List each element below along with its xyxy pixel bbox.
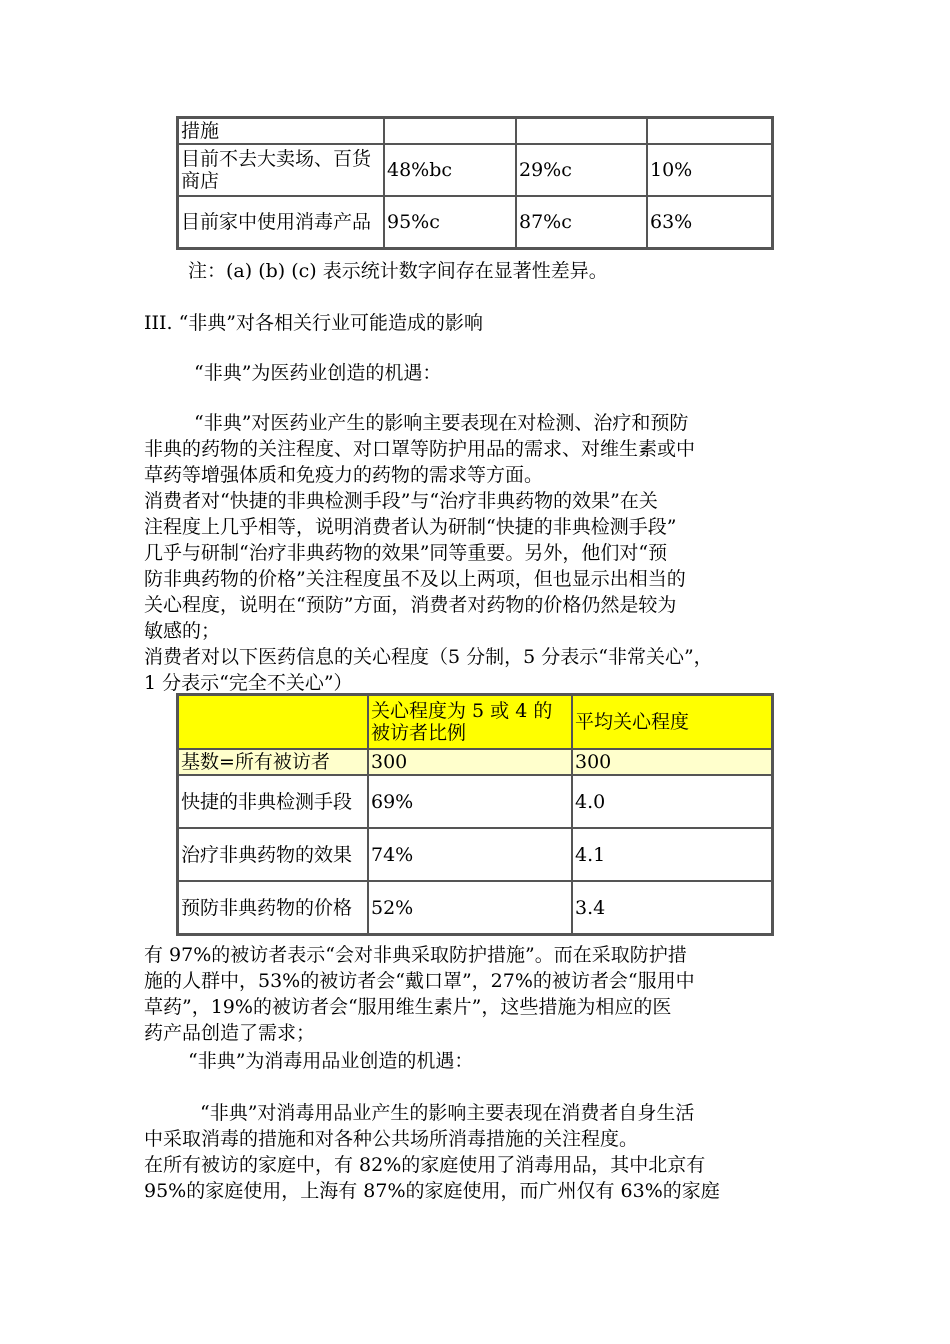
- table-cell: 74%: [368, 828, 572, 881]
- measures-table: [176, 116, 774, 250]
- table-cell: 63%: [647, 196, 772, 248]
- paragraph-line: “非典”对消毒用品业产生的影响主要表现在消费者自身生活: [200, 1102, 695, 1124]
- table-note: 注：(a) (b) (c) 表示统计数字间存在显著性差异。: [188, 260, 608, 282]
- paragraph-line: 有 97%的被访者表示“会对非典采取防护措施”。而在采取防护措: [144, 944, 687, 966]
- table-cell: [384, 118, 516, 144]
- paragraph-line: 草药等增强体质和免疫力的药物的需求等方面。: [144, 464, 544, 486]
- table-header-cell: 平均关心程度: [572, 695, 772, 749]
- table-header-row: [178, 695, 772, 749]
- paragraph-line: “非典”对医药业产生的影响主要表现在对检测、治疗和预防: [194, 412, 689, 434]
- table-row: [178, 775, 772, 828]
- table-cell: 4.1: [572, 828, 772, 881]
- table-cell: 4.0: [572, 775, 772, 828]
- paragraph-line: 在所有被访的家庭中，有 82%的家庭使用了消毒用品，其中北京有: [144, 1154, 706, 1176]
- table-cell: 目前不去大卖场、百货商店: [178, 144, 384, 196]
- paragraph-line: 敏感的；: [144, 620, 221, 642]
- paragraph-line: 防非典药物的价格”关注程度虽不及以上两项，但也显示出相当的: [144, 568, 686, 590]
- paragraph-line: 注程度上几乎相等，说明消费者认为研制“快捷的非典检测手段”: [144, 516, 677, 538]
- table-row-base: [178, 749, 772, 775]
- table-cell: 措施: [178, 118, 384, 144]
- table-row: [178, 144, 772, 196]
- table-cell: 10%: [647, 144, 772, 196]
- section-heading: III. “非典”对各相关行业可能造成的影响: [144, 312, 484, 334]
- table-cell: 29%c: [516, 144, 647, 196]
- paragraph-line: 非典的药物的关注程度、对口罩等防护用品的需求、对维生素或中: [144, 438, 696, 460]
- paragraph-line: 关心程度，说明在“预防”方面，消费者对药物的价格仍然是较为: [144, 594, 677, 616]
- table-cell: 预防非典药物的价格: [178, 881, 368, 934]
- table-cell: 基数=所有被访者: [178, 749, 368, 775]
- paragraph-line: 消费者对以下医药信息的关心程度（5 分制，5 分表示“非常关心”，: [144, 646, 713, 668]
- table-cell: 300: [572, 749, 772, 775]
- paragraph-line: 几乎与研制“治疗非典药物的效果”同等重要。另外，他们对“预: [144, 542, 668, 564]
- concern-table: [176, 693, 774, 936]
- table-cell: [516, 118, 647, 144]
- table-row: [178, 196, 772, 248]
- table-cell: 69%: [368, 775, 572, 828]
- table-cell: 300: [368, 749, 572, 775]
- table-row: [178, 881, 772, 934]
- table-row: [178, 118, 772, 144]
- table-cell: 3.4: [572, 881, 772, 934]
- table-cell: 48%bc: [384, 144, 516, 196]
- table-cell: [647, 118, 772, 144]
- paragraph-line: 药产品创造了需求；: [144, 1022, 316, 1044]
- table-row: [178, 828, 772, 881]
- paragraph-line: 1 分表示“完全不关心”）: [144, 672, 353, 694]
- table-cell: 52%: [368, 881, 572, 934]
- table-cell: 目前家中使用消毒产品: [178, 196, 384, 248]
- paragraph-line: 草药”，19%的被访者会“服用维生素片”，这些措施为相应的医: [144, 996, 672, 1018]
- table-header-cell: 关心程度为 5 或 4 的被访者比例: [368, 695, 572, 749]
- paragraph-line: 中采取消毒的措施和对各种公共场所消毒措施的关注程度。: [144, 1128, 639, 1150]
- paragraph-line: 施的人群中，53%的被访者会“戴口罩”，27%的被访者会“服用中: [144, 970, 695, 992]
- paragraph-line: 95%的家庭使用，上海有 87%的家庭使用，而广州仅有 63%的家庭: [144, 1180, 720, 1202]
- table-cell: 治疗非典药物的效果: [178, 828, 368, 881]
- table-cell: 快捷的非典检测手段: [178, 775, 368, 828]
- table-header-cell: [178, 695, 368, 749]
- table-cell: 95%c: [384, 196, 516, 248]
- table-cell: 87%c: [516, 196, 647, 248]
- paragraph-line: 消费者对“快捷的非典检测手段”与“治疗非典药物的效果”在关: [144, 490, 658, 512]
- subheading-pharma: “非典”为医药业创造的机遇：: [194, 362, 442, 384]
- subheading-disinfectant: “非典”为消毒用品业创造的机遇：: [188, 1050, 474, 1072]
